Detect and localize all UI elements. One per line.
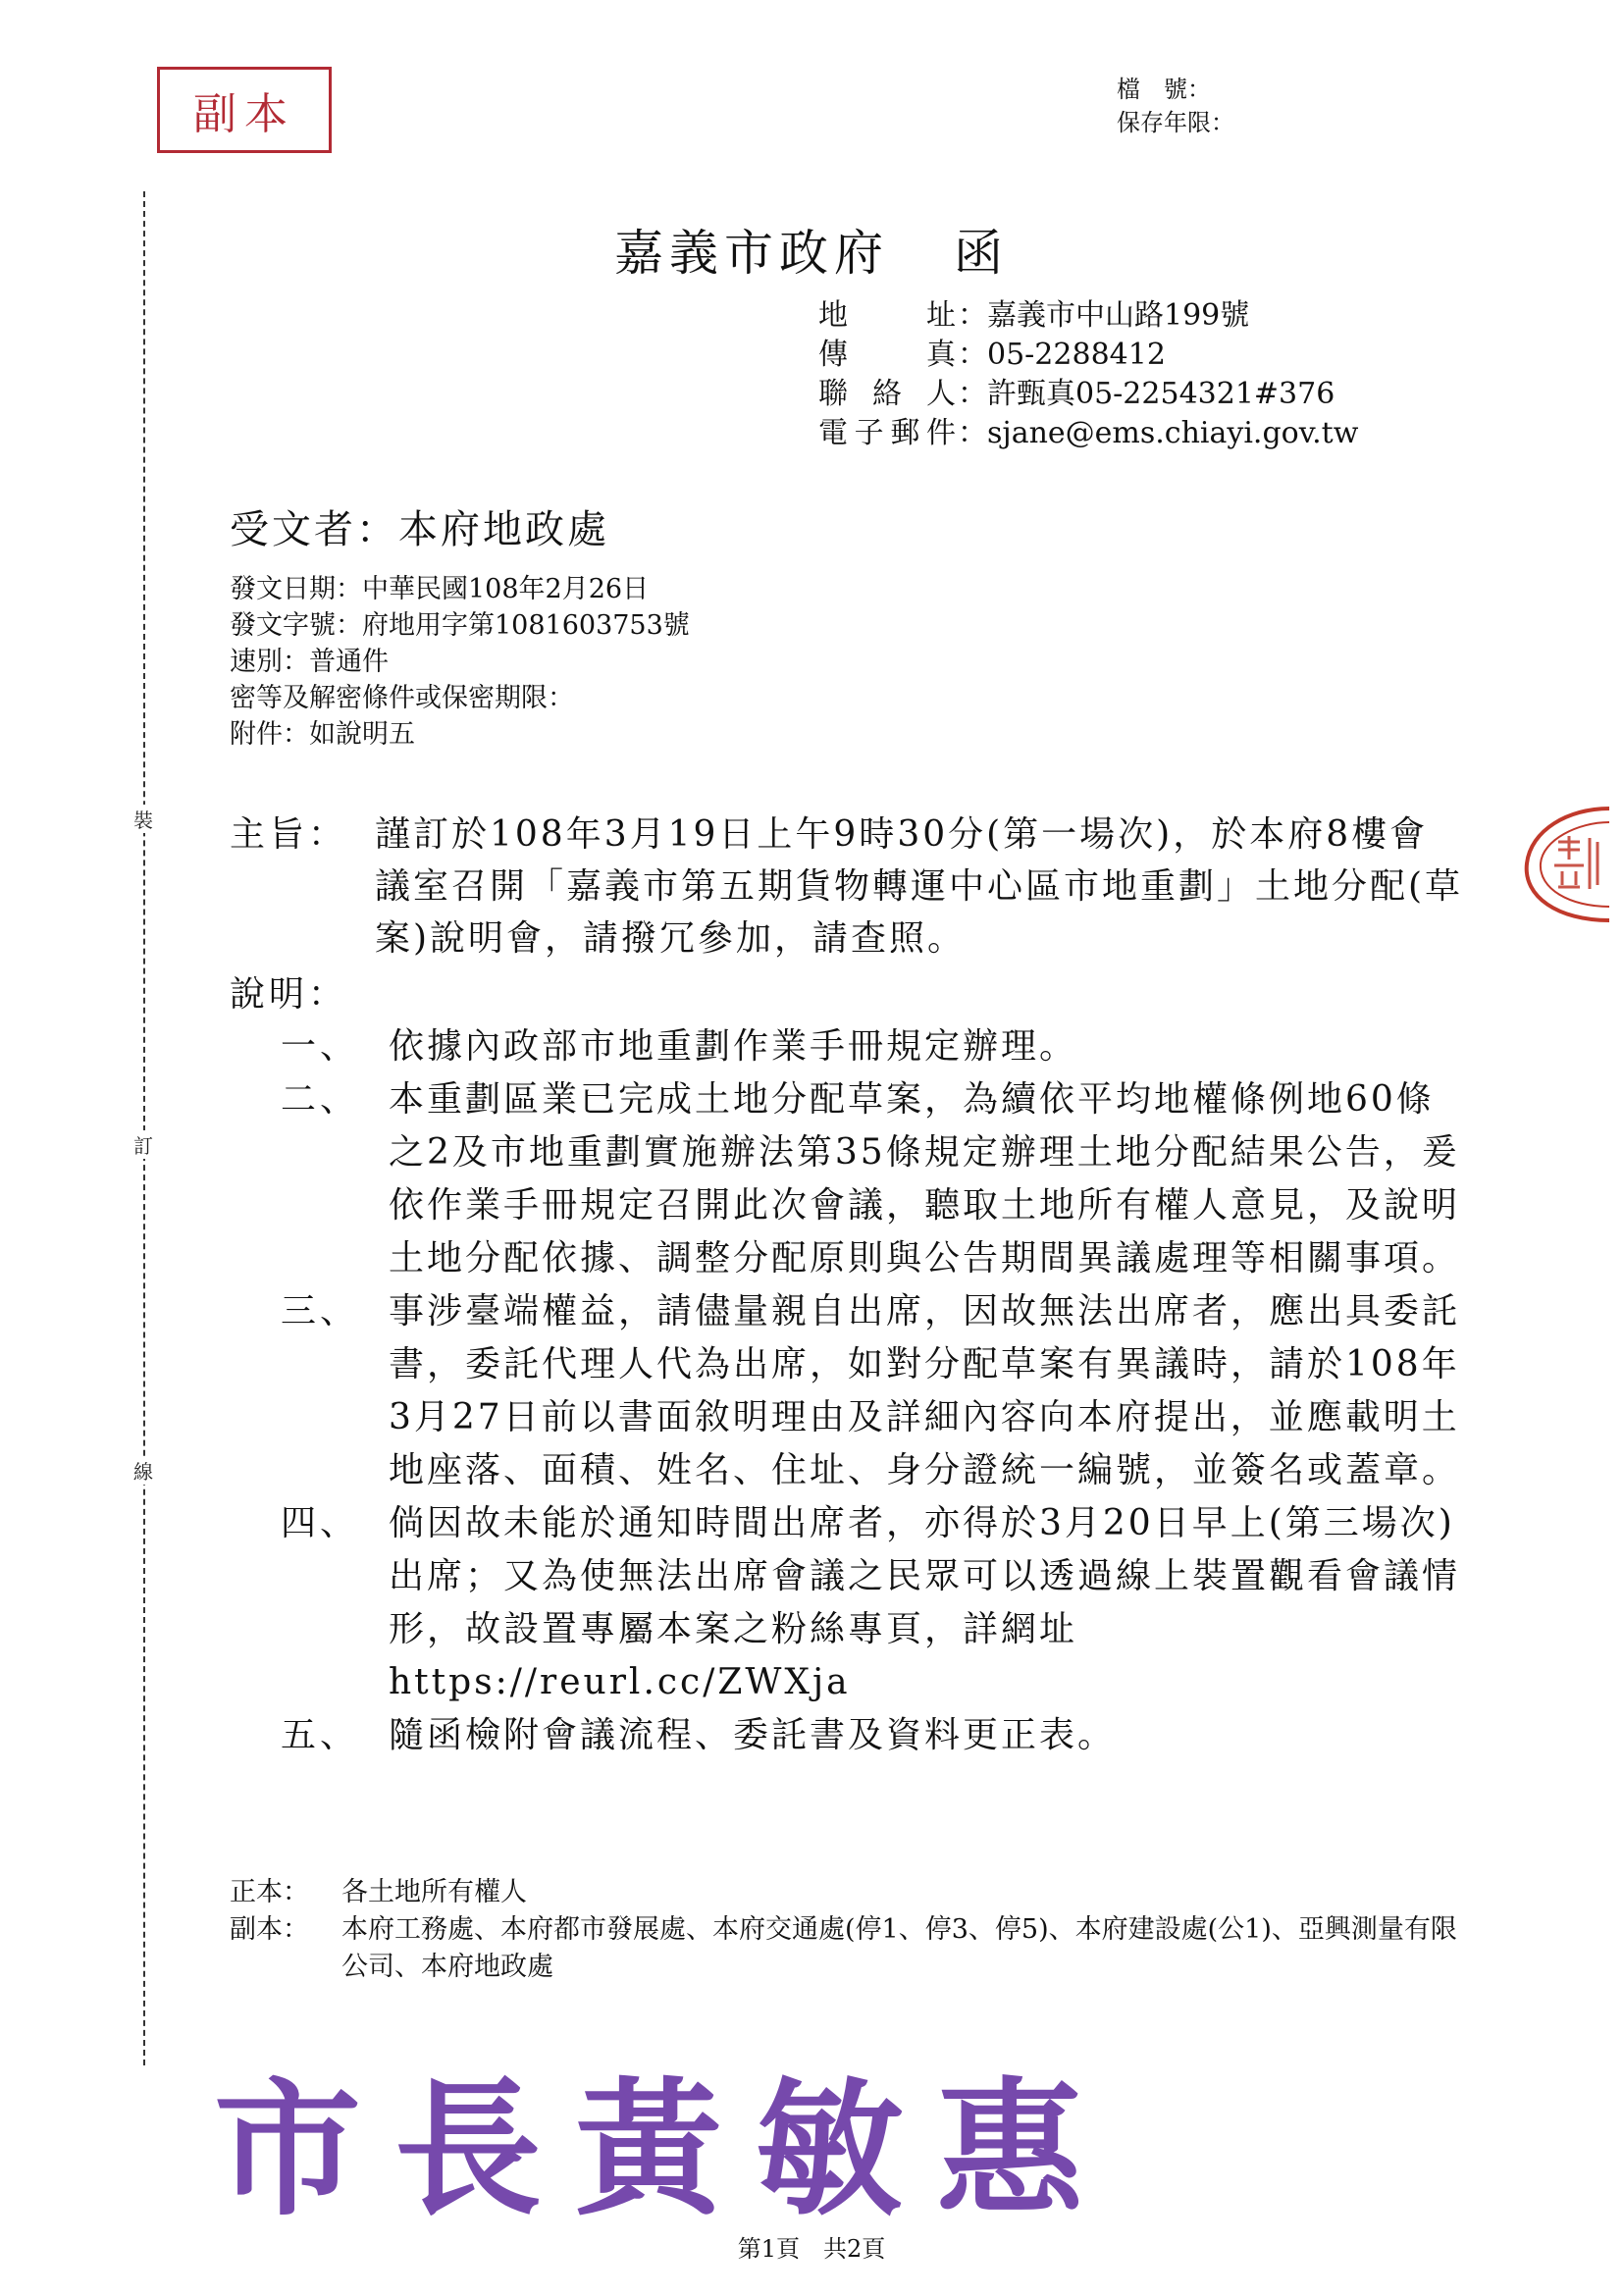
fax-label: 傳 真	[818, 338, 956, 372]
document-meta	[230, 571, 690, 753]
attachment: 附件：如說明五	[230, 719, 415, 750]
explanation-item	[281, 1020, 1466, 1073]
page-number: 第1頁 共2頁	[737, 2235, 886, 2263]
copy-stamp: 副本	[157, 67, 332, 153]
binding-char-ding: 訂	[131, 1130, 155, 1159]
document-type: 函	[954, 225, 1009, 282]
file-number-label: 檔 號：	[1117, 76, 1211, 103]
explanation-item	[281, 1497, 1466, 1709]
binding-char-xian: 線	[131, 1456, 155, 1485]
email-value: ：sjane@ems.chiayi.gov.tw	[958, 416, 1359, 450]
subject-text: 謹訂於108年3月19日上午9時30分(第一場次)，於本府8樓會議室召開「嘉義市第五期貨物轉運中心區市地重劃」土地分配(草案)說明會，請撥冗參加，請查照。	[375, 814, 1464, 959]
agency-name: 嘉義市政府	[614, 225, 889, 282]
sender-contact	[818, 296, 1358, 453]
item-text: 隨函檢附會議流程、委託書及資料更正表。	[389, 1715, 1117, 1755]
item-number: 四、	[281, 1503, 360, 1543]
original-recipients	[230, 1874, 1476, 1911]
contact-value: ：許甄真05-2254321#376	[958, 377, 1335, 411]
red-seal-icon	[1519, 803, 1617, 928]
subject-label: 主旨：	[230, 814, 348, 855]
secrecy-level: 密等及解密條件或保密期限：	[230, 683, 574, 713]
copy-recipients	[230, 1911, 1476, 1986]
issue-date: 發文日期：中華民國108年2月26日	[230, 574, 650, 604]
document-number: 發文字號：府地用字第1081603753號	[230, 610, 690, 641]
item-number: 二、	[281, 1079, 360, 1120]
item-number: 一、	[281, 1026, 360, 1067]
binding-line	[143, 191, 145, 2065]
explanation-list	[281, 1020, 1466, 1762]
contact-row	[818, 375, 1358, 414]
delivery-speed: 速別：普通件	[230, 647, 389, 677]
item-number: 三、	[281, 1291, 360, 1331]
copy-text: 本府工務處、本府都市發展處、本府交通處(停1、停3、停5)、本府建設處(公1)、亞興測量有限公司、本府地政處	[341, 1914, 1457, 1982]
explanation-item	[281, 1285, 1466, 1497]
item-text: 本重劃區業已完成土地分配草案，為續依平均地權條例地60條之2及市地重劃實施辦法第35條規定辦理土地分配結果公告，爰依作業手冊規定召開此次會議，聽取土地所有權人意見，及說明土地分配依據、調整分配原則與公告期間異議處理等相關事項。	[389, 1079, 1461, 1278]
recipient: 受文者：本府地政處	[230, 507, 609, 552]
fax-row	[818, 336, 1358, 375]
mayor-signature-stamp: 市長黃敏惠	[214, 2063, 1118, 2236]
fax-value: ：05-2288412	[958, 338, 1166, 372]
archive-info	[1117, 73, 1234, 139]
address-row	[818, 296, 1358, 336]
original-text: 各土地所有權人	[341, 1877, 527, 1907]
retention-label: 保存年限：	[1117, 109, 1234, 136]
original-label: 正本：	[230, 1877, 309, 1907]
address-value: ：嘉義市中山路199號	[958, 298, 1250, 333]
explanation-label: 說明：	[230, 974, 348, 1015]
subject	[230, 809, 1466, 965]
copy-label: 副本：	[230, 1914, 309, 1945]
distribution	[230, 1874, 1476, 1986]
contact-label: 聯絡人	[818, 377, 956, 411]
email-label: 電子郵件	[818, 416, 956, 450]
email-row	[818, 414, 1358, 453]
binding-char-zhuang: 裝	[131, 805, 155, 833]
document-title	[0, 214, 1623, 285]
item-number: 五、	[281, 1715, 360, 1755]
address-label: 地 址	[818, 298, 956, 333]
item-text: 倘因故未能於通知時間出席者，亦得於3月20日早上(第三場次)出席；又為使無法出席會議之民眾可以透過線上裝置觀看會議情形，故設置專屬本案之粉絲專頁，詳網址 https://reurl.cc/ZWXja	[389, 1503, 1461, 1702]
explanation-item	[281, 1709, 1466, 1762]
item-text: 事涉臺端權益，請儘量親自出席，因故無法出席者，應出具委託書，委託代理人代為出席，如對分配草案有異議時，請於108年3月27日前以書面敘明理由及詳細內容向本府提出，並應載明土地座落、面積、姓名、住址、身分證統一編號，並簽名或蓋章。	[389, 1291, 1461, 1490]
explanation-item	[281, 1073, 1466, 1285]
item-text: 依據內政部市地重劃作業手冊規定辦理。	[389, 1026, 1078, 1067]
